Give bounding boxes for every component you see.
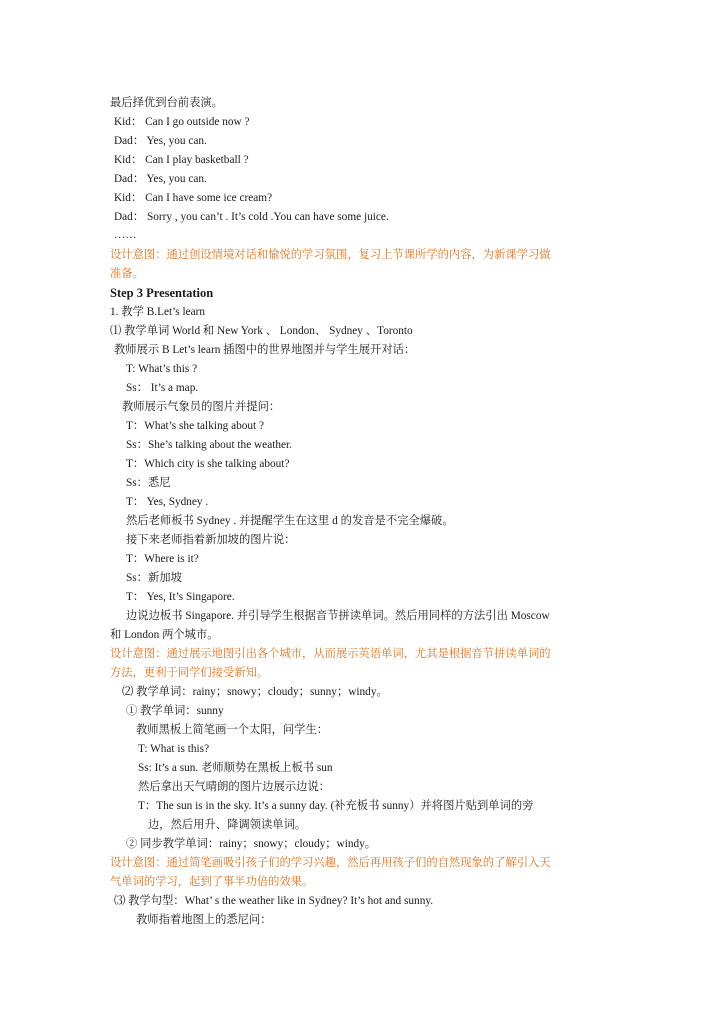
dialogue-line: T：Where is it?	[126, 553, 199, 565]
dialogue-line: T： Yes, Sydney .	[126, 496, 209, 508]
text-line: 和 London 两个城市。	[110, 629, 219, 641]
text-line: ⑴ 教学单词 World 和 New York 、 London、 Sydney 、Toronto	[110, 325, 413, 337]
dialogue-line: T: What’s this ?	[126, 363, 198, 375]
design-intent-note: 准备。	[110, 268, 144, 280]
design-intent-note: 设计意图：通过简笔画吸引孩子们的学习兴趣，然后再用孩子们的自然现象的了解引入天	[110, 857, 551, 869]
text-line: 然后老师板书 Sydney . 并提醒学生在这里 d 的发音是不完全爆破。	[126, 515, 454, 527]
design-intent-note: 设计意图：通过创设情境对话和愉悦的学习氛围，复习上节课所学的内容，为新课学习做	[110, 249, 551, 261]
text-line: 然后拿出天气晴朗的图片边展示边说：	[138, 781, 331, 793]
dialogue-line: Dad： Yes, you can.	[114, 135, 207, 147]
design-intent-note: 方法，更利于同学们接受新知。	[110, 667, 269, 679]
dialogue-line: T：What’s she talking about ?	[126, 420, 265, 432]
design-intent-note: 气单词的学习，起到了事半功倍的效果。	[110, 876, 314, 888]
dialogue-line: T: What is this?	[138, 743, 210, 755]
design-intent-note: 设计意图：通过展示地图引出各个城市，从而展示英语单词，尤其是根据音节拼读单词的	[110, 648, 551, 660]
text-line: 教师指着地图上的悉尼问：	[136, 914, 272, 926]
text-line: 教师黑板上简笔画一个太阳，问学生：	[136, 724, 329, 736]
text-line: ⑵ 教学单词：rainy；snowy；cloudy；sunny；windy。	[122, 686, 388, 698]
text-line: ① 教学单词：sunny	[126, 705, 224, 717]
dialogue-line: Kid： Can I have some ice cream?	[114, 192, 273, 204]
dialogue-line: Dad： Sorry , you can’t . It’s cold .You can have some juice.	[114, 211, 389, 223]
section-heading: Step 3 Presentation	[110, 286, 214, 300]
dialogue-line: Ss： It’s a map.	[126, 382, 199, 394]
dialogue-line: Ss：She’s talking about the weather.	[126, 439, 292, 451]
dialogue-line: T：Which city is she talking about?	[126, 458, 290, 470]
text-line: ② 同步教学单词：rainy；snowy；cloudy；windy。	[126, 838, 377, 850]
ellipsis: ……	[114, 229, 137, 241]
dialogue-line: Kid： Can I go outside now ?	[114, 116, 250, 128]
dialogue-line: T：The sun is in the sky. It’s a sunny day. (补充板书 sunny）并将图片贴到单词的旁	[138, 800, 534, 812]
text-line: 边说边板书 Singapore. 并引导学生根据音节拼读单词。然后用同样的方法引出 Moscow	[126, 610, 550, 622]
text-line: 1. 教学 B.Let’s learn	[110, 306, 206, 318]
dialogue-line: T： Yes, It’s Singapore.	[126, 591, 235, 603]
dialogue-line: Kid： Can I play basketball ?	[114, 154, 249, 166]
text-line: 边，然后用升、降调领读单词。	[148, 819, 307, 831]
dialogue-line: Ss: It’s a sun. 老师顺势在黑板上板书 sun	[138, 762, 333, 774]
dialogue-line: Ss：新加坡	[126, 572, 182, 584]
text-line: ⑶ 教学句型：What’ s the weather like in Sydney? It’s hot and sunny.	[114, 895, 434, 907]
text-line: 最后择优到台前表演。	[110, 97, 223, 109]
text-line: 教师展示气象员的图片并提问：	[122, 401, 281, 413]
text-line: 教师展示 B Let’s learn 插图中的世界地图并与学生展开对话：	[114, 344, 416, 356]
dialogue-line: Ss：悉尼	[126, 477, 171, 489]
text-line: 接下来老师指着新加坡的图片说：	[126, 534, 296, 546]
dialogue-line: Dad： Yes, you can.	[114, 173, 207, 185]
